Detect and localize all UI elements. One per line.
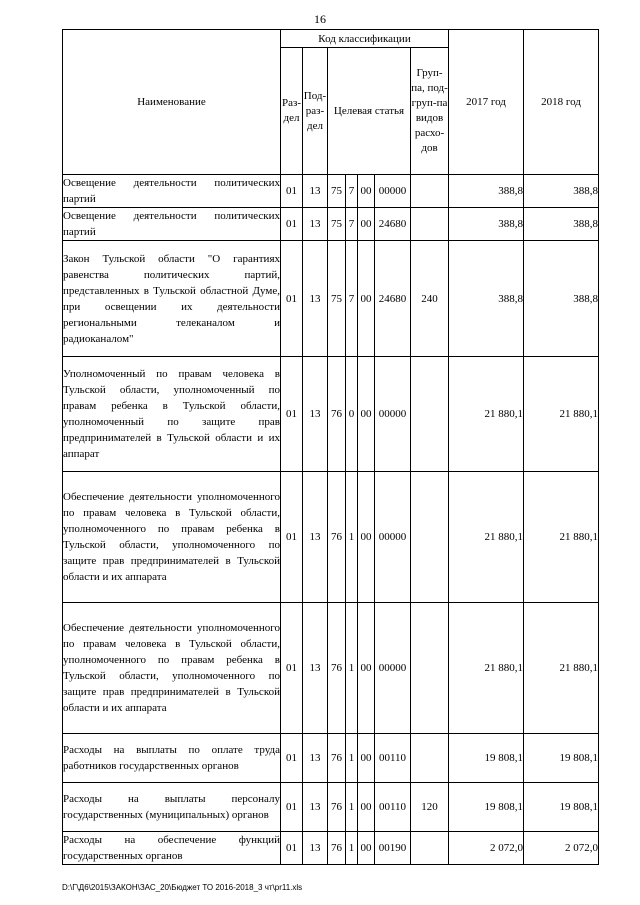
row-subsection: 13	[303, 472, 328, 603]
row-target-program: 75	[328, 241, 346, 357]
row-target-main: 00	[358, 734, 375, 783]
header-code: Код классификации	[281, 30, 449, 48]
row-expense-group	[411, 734, 449, 783]
row-expense-group	[411, 208, 449, 241]
row-section: 01	[281, 241, 303, 357]
row-section: 01	[281, 357, 303, 472]
row-target-direction: 00190	[375, 832, 411, 865]
row-expense-group	[411, 832, 449, 865]
row-section: 01	[281, 734, 303, 783]
header-target: Целевая статья	[328, 48, 411, 175]
row-name: Обеспечение деятельности уполномоченного по правам человека в Тульской области, уполномоченного по правам ребенка в Тульской области, уполномоченного по защите прав предпринимателей в Тульской области и их аппарата	[63, 603, 281, 734]
row-name: Расходы на выплаты персоналу государственных (муниципальных) органов	[63, 783, 281, 832]
table-row	[63, 175, 599, 208]
row-expense-group	[411, 175, 449, 208]
row-value-2018: 21 880,1	[524, 603, 599, 734]
row-target-direction: 00000	[375, 357, 411, 472]
row-expense-group: 120	[411, 783, 449, 832]
row-subsection: 13	[303, 357, 328, 472]
row-target-subprogram: 7	[346, 241, 358, 357]
header-2017: 2017 год	[449, 30, 524, 175]
row-target-subprogram: 1	[346, 472, 358, 603]
row-target-subprogram: 7	[346, 175, 358, 208]
row-value-2018: 388,8	[524, 175, 599, 208]
row-target-program: 76	[328, 357, 346, 472]
row-target-main: 00	[358, 208, 375, 241]
row-target-subprogram: 7	[346, 208, 358, 241]
row-section: 01	[281, 603, 303, 734]
table-row	[63, 603, 599, 734]
budget-table	[62, 29, 599, 865]
row-subsection: 13	[303, 603, 328, 734]
table-row	[63, 783, 599, 832]
row-target-subprogram: 1	[346, 832, 358, 865]
header-2018: 2018 год	[524, 30, 599, 175]
row-value-2018: 21 880,1	[524, 472, 599, 603]
row-name: Уполномоченный по правам человека в Тульской области, уполномоченный по правам ребенка в Тульской области, уполномоченный по защите прав предпринимателей в Тульской области и их аппарат	[63, 357, 281, 472]
table-row	[63, 208, 599, 241]
row-value-2018: 21 880,1	[524, 357, 599, 472]
page-number: 16	[314, 12, 326, 26]
table-row	[63, 472, 599, 603]
row-target-program: 76	[328, 832, 346, 865]
row-name: Расходы на обеспечение функций государственных органов	[63, 832, 281, 865]
row-subsection: 13	[303, 783, 328, 832]
row-value-2018: 388,8	[524, 208, 599, 241]
row-target-main: 00	[358, 241, 375, 357]
row-subsection: 13	[303, 175, 328, 208]
row-value-2017: 388,8	[449, 241, 524, 357]
row-value-2017: 21 880,1	[449, 603, 524, 734]
row-target-direction: 00110	[375, 734, 411, 783]
row-target-main: 00	[358, 472, 375, 603]
row-expense-group	[411, 357, 449, 472]
row-name: Обеспечение деятельности уполномоченного по правам человека в Тульской области, уполномоченного по правам ребенка в Тульской области, уполномоченного по защите прав предпринимателей в Тульской области и их аппарата	[63, 472, 281, 603]
row-section: 01	[281, 472, 303, 603]
row-target-subprogram: 1	[346, 783, 358, 832]
row-target-program: 76	[328, 734, 346, 783]
header-section: Раз-дел	[281, 48, 303, 175]
row-value-2017: 19 808,1	[449, 783, 524, 832]
row-expense-group	[411, 603, 449, 734]
row-section: 01	[281, 832, 303, 865]
row-section: 01	[281, 208, 303, 241]
row-target-direction: 00000	[375, 472, 411, 603]
row-value-2018: 19 808,1	[524, 734, 599, 783]
row-value-2017: 21 880,1	[449, 472, 524, 603]
row-name: Освещение деятельности политических партий	[63, 208, 281, 241]
row-section: 01	[281, 783, 303, 832]
row-target-subprogram: 1	[346, 603, 358, 734]
table-row	[63, 241, 599, 357]
row-target-program: 75	[328, 208, 346, 241]
table-row	[63, 832, 599, 865]
row-value-2017: 388,8	[449, 175, 524, 208]
row-target-direction: 24680	[375, 208, 411, 241]
row-value-2018: 2 072,0	[524, 832, 599, 865]
row-target-direction: 00000	[375, 175, 411, 208]
table-row	[63, 734, 599, 783]
row-target-direction: 24680	[375, 241, 411, 357]
table-row	[63, 357, 599, 472]
row-target-program: 76	[328, 603, 346, 734]
row-name: Расходы на выплаты по оплате труда работников государственных органов	[63, 734, 281, 783]
row-target-main: 00	[358, 603, 375, 734]
row-expense-group: 240	[411, 241, 449, 357]
row-target-direction: 00000	[375, 603, 411, 734]
row-name: Освещение деятельности политических партий	[63, 175, 281, 208]
row-value-2018: 388,8	[524, 241, 599, 357]
row-subsection: 13	[303, 832, 328, 865]
row-subsection: 13	[303, 208, 328, 241]
row-target-direction: 00110	[375, 783, 411, 832]
row-value-2017: 21 880,1	[449, 357, 524, 472]
row-value-2017: 2 072,0	[449, 832, 524, 865]
header-name: Наименование	[63, 30, 281, 175]
row-name: Закон Тульской области "О гарантиях равенства политических партий, представленных в Тульской областной Думе, при освещении их деятельности региональными телеканалом и радиоканалом"	[63, 241, 281, 357]
row-target-main: 00	[358, 357, 375, 472]
row-target-subprogram: 0	[346, 357, 358, 472]
row-subsection: 13	[303, 734, 328, 783]
row-value-2017: 19 808,1	[449, 734, 524, 783]
row-expense-group	[411, 472, 449, 603]
row-target-program: 75	[328, 175, 346, 208]
header-subsection: Под-раз-дел	[303, 48, 328, 175]
row-value-2018: 19 808,1	[524, 783, 599, 832]
row-target-program: 76	[328, 472, 346, 603]
row-target-main: 00	[358, 783, 375, 832]
row-target-subprogram: 1	[346, 734, 358, 783]
table-body	[63, 175, 599, 865]
row-subsection: 13	[303, 241, 328, 357]
file-path-footer: D:\Г\Д6\2015\ЗАКОН\ЗАС_20\Бюджет ТО 2016-2018_3 чт\pr11.xls	[62, 883, 303, 892]
row-target-main: 00	[358, 175, 375, 208]
row-value-2017: 388,8	[449, 208, 524, 241]
row-target-program: 76	[328, 783, 346, 832]
row-section: 01	[281, 175, 303, 208]
row-target-main: 00	[358, 832, 375, 865]
header-group: Груп-па, под-груп-па видов расхо-дов	[411, 48, 449, 175]
